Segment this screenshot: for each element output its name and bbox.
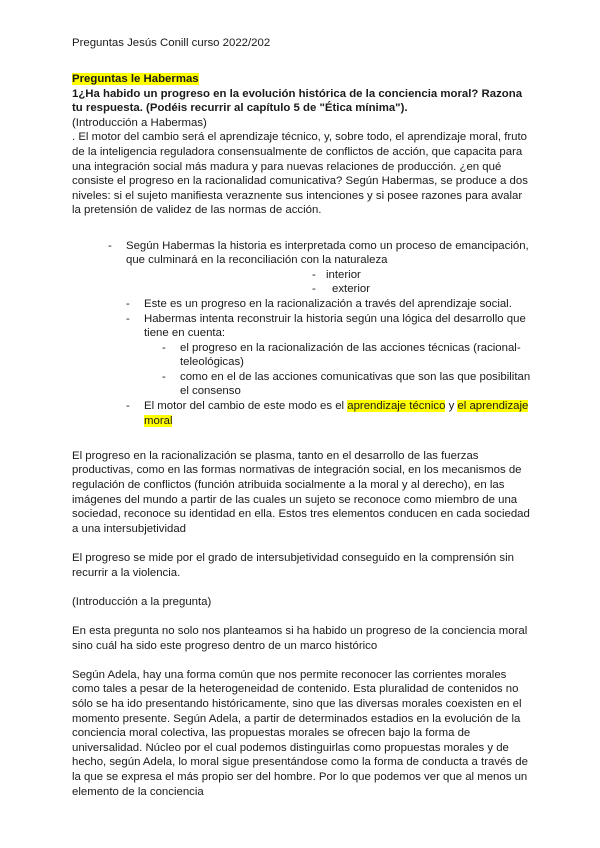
highlight-aprendizaje-moral: el aprendizaje moral <box>144 400 529 427</box>
bullet-subitem-text: el progreso en la racionalización de las acciones técnicas (racional-teleológicas) <box>180 341 521 369</box>
bullet-subitem-text: como en el de las acciones comunicativas que son las que posibilitan el consenso <box>180 370 531 398</box>
bullet-text: Habermas intenta reconstruir la historia según una lógica del desarrollo que tiene en cuenta: <box>144 312 526 340</box>
bullet-text: Este es un progreso en la racionalización a través del aprendizaje social. <box>144 297 512 310</box>
intro-question-label: (Introducción a la pregunta) <box>72 595 212 608</box>
document-body <box>72 72 532 799</box>
bullet-subitem-text: interior <box>326 268 361 281</box>
bullet-dash: - <box>108 239 112 252</box>
bullet-subitem: - como en el de las acciones comunicativas que son las que posibilitan el consenso <box>162 370 531 398</box>
bullet-item: - Este es un progreso en la racionalización a través del aprendizaje social. <box>126 297 512 310</box>
paragraph-question: En esta pregunta no solo nos planteamos si ha habido un progreso de la conciencia moral sino cuál ha sido este progreso dentro de un marco histórico <box>72 624 528 652</box>
question-1: 1¿Ha habido un progreso en la evolución histórica de la conciencia moral? Razona tu respuesta. (Podéis recurrir al capítulo 5 de "Ética mínima"). <box>72 87 523 115</box>
bullet-subitem: - exterior <box>312 283 370 296</box>
page-header: Preguntas Jesús Conill curso 2022/202 <box>72 37 271 49</box>
paragraph-adela: Según Adela, hay una forma común que nos permite reconocer las corrientes morales como tales a pesar de la heterogeneidad de contenido. Esta pluralidad de contenidos no sólo se ha ido presentando históricamente, sino que las diversas morales coexisten en el momento presente. Según Adela, a partir de determinados estadios en la evolución de la conciencia moral colectiva, las propuestas morales se ofrecen bajo la forma de universalidad. Núcleo por el cual podemos distinguirlas como propuestas morales y de hecho, según Adela, lo moral sigue presentándose como la forma de conducta a través de la que se expresa el más propio ser del hombre. Por lo que podemos ver que al menos un elemento de la conciencia <box>72 668 528 798</box>
section-title: Preguntas le Habermas <box>72 73 199 85</box>
highlight-aprendizaje-tecnico: aprendizaje técnico <box>347 400 446 413</box>
bullet-item <box>108 239 532 268</box>
bullet-text: Según Habermas la historia es interpretada como un proceso de emancipación, que culminará en la reconciliación con la naturaleza <box>126 239 529 267</box>
bullet-subitem: - el progreso en la racionalización de las acciones técnicas (racional-teleológicas) <box>162 341 521 369</box>
bullet-subitem-text: exterior <box>332 283 370 296</box>
bullet-item: - Habermas intenta reconstruir la historia según una lógica del desarrollo que tiene en cuenta: <box>126 312 526 340</box>
intro-label: (Introducción a Habermas) <box>72 116 207 129</box>
paragraph-measure: El progreso se mide por el grado de intersubjetividad conseguido en la comprensión sin recurrir a la violencia. <box>72 552 514 579</box>
intro-paragraph: . El motor del cambio será el aprendizaje técnico, y, sobre todo, el aprendizaje moral, fruto de la inteligencia reguladora consensualmente de conflictos de acción, que capacita para una integración social más madura y para nuevas relaciones de producción. ¿en qué consiste el progreso en la racionalidad comunicativa? Según Habermas, se produce a dos niveles: si el sujeto manifiesta veraznente sus intenciones y si posee razones para avalar la pretensión de validez de las normas de acción. <box>72 131 528 217</box>
paragraph-rationalization: El progreso en la racionalización se plasma, tanto en el desarrollo de las fuerzas productivas, como en las formas normativas de integración social, en los mecanismos de regulación de conflictos (función atribuida socialmente a la moral y al derecho), en las imágenes del mundo a partir de las cuales un sujeto se reconoce como miembro de una sociedad, reconoce su identidad en ella. Estos tres elementos conducen en cada sociedad a una intersubjetividad <box>72 449 530 535</box>
bullet-subitem: - interior <box>312 268 361 281</box>
bullet-item: - El motor del cambio de este modo es el aprendizaje técnico y el aprendizaje moral <box>126 400 529 427</box>
